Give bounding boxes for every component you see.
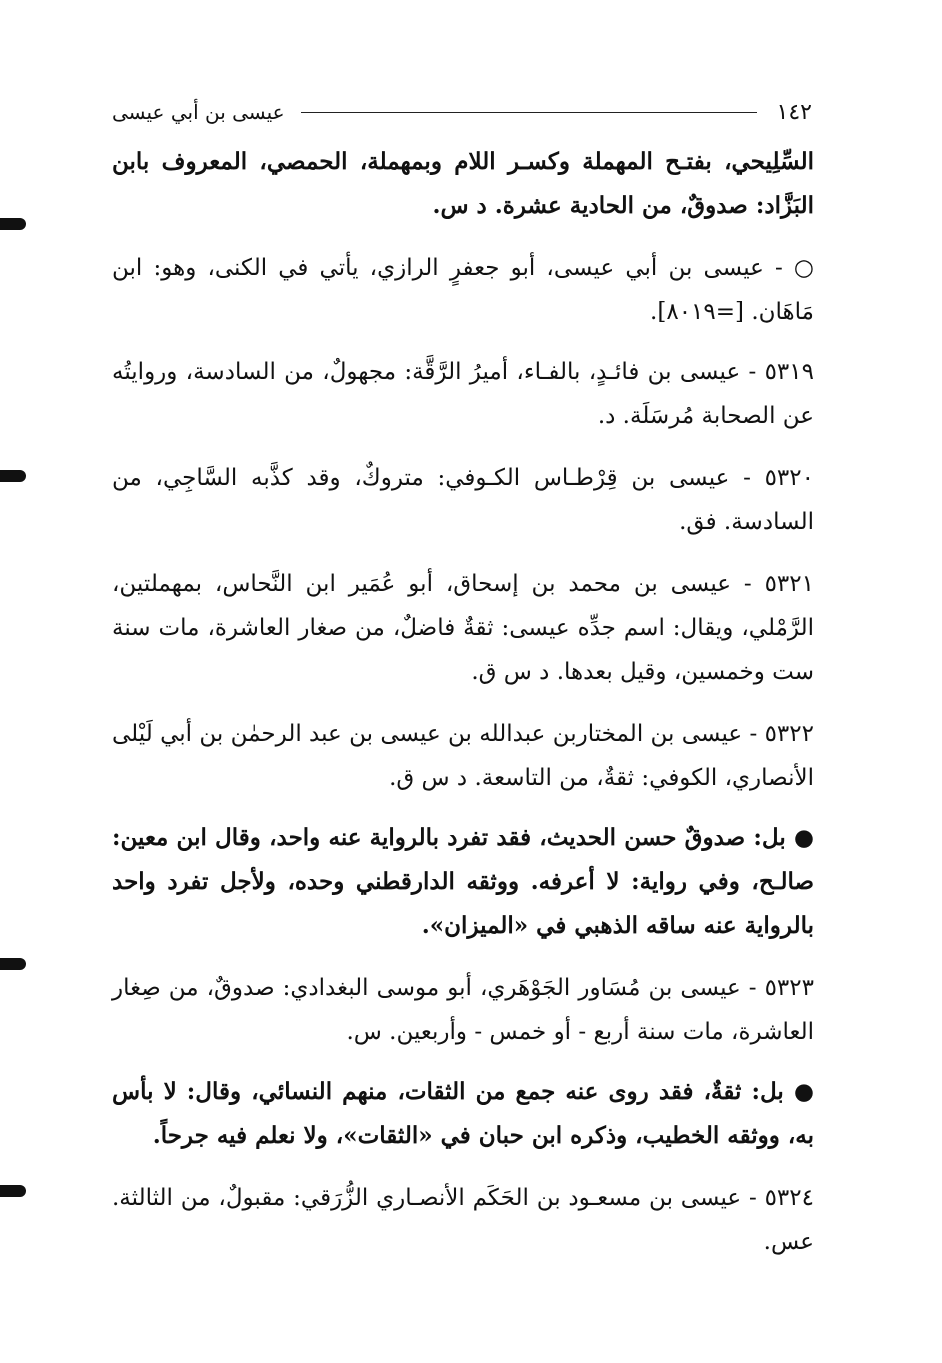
header-rule (301, 112, 757, 113)
entry-5322: ٥٣٢٢ - عيسى بن المختاربن عبدالله بن عيسى بن عبد الرحمٰن بن أبي لَيْلى الأنصاري، الكوفي: ثقةٌ، من التاسعة. د س ق. (112, 721, 814, 791)
entry-5319: ٥٣١٩ - عيسى بن فائـدٍ، بالفـاء، أميرُ الرَّقَّة: مجهولٌ، من السادسة، وروايتُه عن الصحابة مُرسَلَة. د. (112, 359, 814, 429)
entry-cross-reference: ○ - عيسى بن أبي عيسى، أبو جعفرٍ الرازي، يأتي في الكنى، وهو: ابن مَاهَان. [=٨٠١٩]. (112, 255, 814, 325)
entry-continuation: السِّلِيحي، بفتـح المهملة وكسـر اللام وبمهملة، الحمصي، المعروف بابن البَزَّاد: صدوقٌ، من الحادية عشرة. د س. (112, 148, 814, 219)
comment-5323: ● بل: ثقةٌ، فقد روى عنه جمع من الثقات، منهم النسائي، وقال: لا بأس به، ووثقه الخطيب، وذكره ابن حبان في «الثقات»، ولا نعلم فيه جرحاً. (112, 1078, 814, 1149)
page-header (112, 92, 812, 132)
page-number: ١٤٢ (776, 99, 812, 125)
entry-5320: ٥٣٢٠ - عيسى بن قِرْطـاس الكـوفي: متروكٌ، وقد كذَّبه السَّاجِي، من السادسة. فق. (112, 465, 814, 535)
binding-mark (0, 218, 26, 230)
binding-mark (0, 1185, 26, 1197)
entry-5324: ٥٣٢٤ - عيسى بن مسعـود بن الحَكَم الأنصـاري الزُّرَقي: مقبولٌ، من الثالثة. عس. (112, 1185, 814, 1255)
binding-mark (0, 958, 26, 970)
binding-mark (0, 470, 26, 482)
entry-5321: ٥٣٢١ - عيسى بن محمد بن إسحاق، أبو عُمَير ابن النَّحاس، بمهملتين، الرَّمْلي، ويقال: اسم جدِّه عيسى: ثقةٌ فاضلٌ، من صغار العاشرة، مات سنة ست وخمسين، وقيل بعدها. د س ق. (112, 571, 814, 685)
entry-5323: ٥٣٢٣ - عيسى بن مُسَاور الجَوْهَري، أبو موسى البغدادي: صدوقٌ، من صِغار العاشرة، مات سنة أربع - أو خمس - وأربعين. س. (112, 975, 814, 1045)
comment-5322: ● بل: صدوقٌ حسن الحديث، فقد تفرد بالرواية عنه واحد، وقال ابن معين: صالـح، وفي رواية: لا أعرفه. ووثقه الدارقطني وحده، ولأجل تفرد واحد بالرواية عنه ساقه الذهبي في «الميزان». (112, 824, 814, 939)
running-head: عيسى بن أبي عيسى (112, 100, 285, 124)
